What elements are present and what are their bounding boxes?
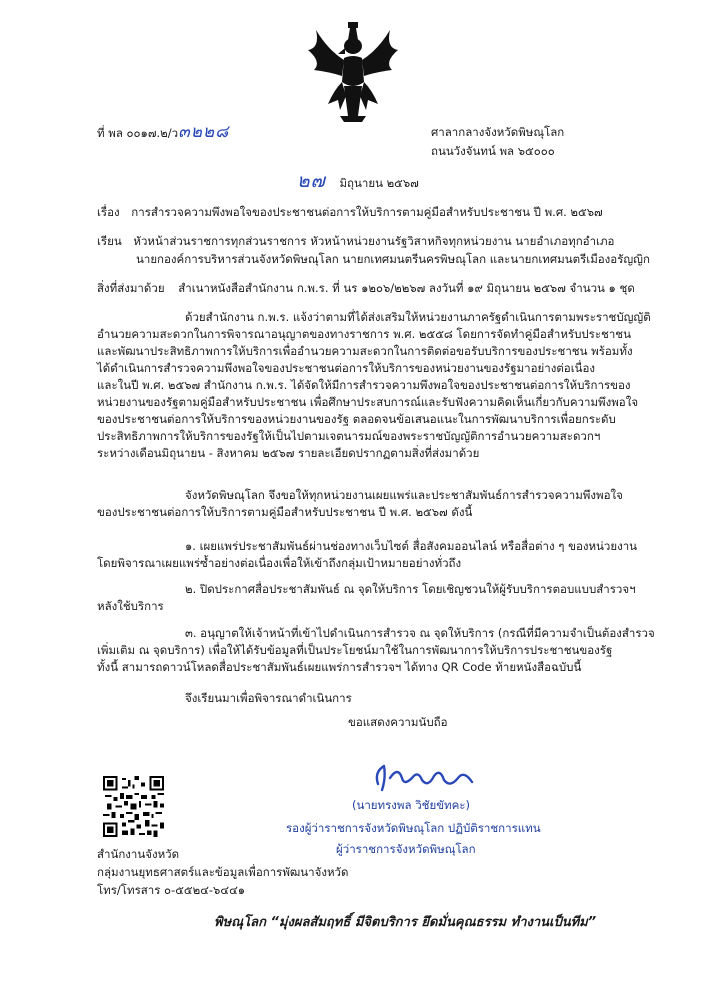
footer-slogan: พิษณุโลก “มุ่งผลสัมฤทธิ์ มีจิตบริการ ยึดมั่นคุณธรรม ทำงานเป็นทีม”	[214, 915, 597, 930]
enclosure-line	[97, 280, 635, 297]
signer-title-1: รองผู้ว่าราชการจังหวัดพิษณุโลก ปฏิบัติราชการแทน	[286, 821, 541, 835]
contact-phone: โทร/โทรสาร ๐-๕๕๒๔-๖๔๔๑	[97, 883, 246, 897]
enclosure-text: สำเนาหนังสือสำนักงาน ก.พ.ร. ที่ นร ๑๒๐๖/๒๒๖๗ ลงวันที่ ๑๙ มิถุนายน ๒๕๖๗ จำนวน ๑ ชุด	[178, 281, 635, 295]
subject-text: การสำรวจความพึงพอใจของประชาชนต่อการให้บริการตามคู่มือสำหรับประชาชน ปี พ.ศ. ๒๕๖๗	[131, 205, 603, 219]
qr-code-icon	[103, 776, 164, 837]
to-line-2: นายกองค์การบริหารส่วนจังหวัดพิษณุโลก นายกเทศมนตรีนครพิษณุโลก และนายกเทศมนตรีเมืองอรัญญิก	[136, 252, 650, 266]
enclosure-label: สิ่งที่ส่งมาด้วย	[97, 281, 165, 295]
list-item-1: ๑. เผยแพร่ประชาสัมพันธ์ผ่านช่องทางเว็บไซต์ สื่อสังคมออนไลน์ หรือสื่อต่าง ๆ ของหน่วยงาน โดยพิจารณาเผยแพร่ซ้ำอย่างต่อเนื่องเพื่อให้เข้าถึงกลุ่มเป้าหมายอย่างทั่วถึง	[97, 539, 638, 570]
garuda-emblem-icon	[298, 20, 408, 125]
subject-line	[97, 204, 603, 221]
signer-title-2: ผู้ว่าราชการจังหวัดพิษณุโลก	[336, 842, 476, 856]
closing-salutation: ขอแสดงความนับถือ	[348, 715, 448, 729]
signature-icon	[372, 760, 482, 794]
reference-number: ที่ พล ๐๐๑๗.๒/ว๓๒๒๘	[97, 122, 230, 142]
address-line-2: ถนนวังจันทน์ พล ๖๕๐๐๐	[431, 144, 555, 158]
body-paragraph-1: ด้วยสำนักงาน ก.พ.ร. แจ้งว่าตามที่ได้ส่งเสริมให้หน่วยงานภาครัฐดำเนินการตามพระราชบัญญัติ อำนวยความสะดวกในการพิจารณาอนุญาตของทางราชการ พ.ศ. ๒๕๕๘ โดยการจัดทำคู่มือสำหรับประชาชน และพัฒนาประสิทธิภาพการให้บริการเพื่ออำนวยความสะดวกในการติดต่อขอรับบริการของประชาชน พร้อมทั้ง ได้ดำเนินการสำรวจความพึงพอใจของประชาชนต่อการให้บริการของหน่วยงานของรัฐมาอย่างต่อเนื่อง และในปี พ.ศ. ๒๕๖๗ สำนักงาน ก.พ.ร. ได้จัดให้มีการสำรวจความพึงพอใจของประชาชนต่อการให้บริการของ หน่วยงานของรัฐตามคู่มือสำหรับประชาชน เพื่อศึกษาประสบการณ์และรับฟังความคิดเห็นเกี่ยวกับความพึงพอใจ ของประชาชนต่อการให้บริการของหน่วยงานของรัฐ ตลอดจนข้อเสนอแนะในการพัฒนาบริการเพื่อยกระดับ ประสิทธิภาพการให้บริการของรัฐให้เป็นไปตามเจตนารมณ์ของพระราชบัญญัติการอำนวยความสะดวกฯ ระหว่างเดือนมิถุนายน - สิงหาคม ๒๕๖๗ รายละเอียดปรากฏตามสิ่งที่ส่งมาด้วย	[97, 310, 651, 460]
contact-division: กลุ่มงานยุทธศาสตร์และข้อมูลเพื่อการพัฒนาจังหวัด	[97, 865, 349, 879]
body-paragraph-2: จังหวัดพิษณุโลก จึงขอให้ทุกหน่วยงานเผยแพร่และประชาสัมพันธ์การสำรวจความพึงพอใจ ของประชาชนต่อการให้บริการตามคู่มือสำหรับประชาชน ปี พ.ศ. ๒๕๖๗ ดังนี้	[97, 488, 623, 519]
to-text-1: หัวหน้าส่วนราชการทุกส่วนราชการ หัวหน้าหน่วยงานรัฐวิสาหกิจทุกหน่วยงาน นายอำเภอทุกอำเภอ	[133, 234, 615, 248]
closing-request: จึงเรียนมาเพื่อพิจารณาดำเนินการ	[185, 691, 352, 705]
date	[297, 170, 419, 192]
subject-label: เรื่อง	[97, 205, 120, 219]
list-item-2: ๒. ปิดประกาศสื่อประชาสัมพันธ์ ณ จุดให้บริการ โดยเชิญชวนให้ผู้รับบริการตอบแบบสำรวจฯ หลังใช้บริการ	[97, 582, 636, 613]
signer-name: (นายทรงพล วิชัยขัทคะ)	[352, 798, 470, 812]
contact-office: สำนักงานจังหวัด	[97, 847, 180, 861]
to-line-1	[97, 233, 614, 250]
list-item-3: ๓. อนุญาตให้เจ้าหน้าที่เข้าไปดำเนินการสำรวจ ณ จุดให้บริการ (กรณีที่มีความจำเป็นต้องสำรวจ เพิ่มเติม ณ จุดบริการ) เพื่อให้ได้รับข้อมูลที่เป็นประโยชน์มาใช้ในการพัฒนาการให้บริการประชาชนของรัฐ ทั้งนี้ สามารถดาวน์โหลดสื่อประชาสัมพันธ์เผยแพร่การสำรวจฯ ได้ทาง QR Code ท้ายหนังสือฉบับนี้	[97, 626, 655, 674]
to-label: เรียน	[97, 234, 122, 248]
date-day: ๒๗	[297, 170, 326, 192]
address-line-1: ศาลากลางจังหวัดพิษณุโลก	[431, 125, 565, 139]
date-month-year: มิถุนายน ๒๕๖๗	[339, 176, 419, 190]
